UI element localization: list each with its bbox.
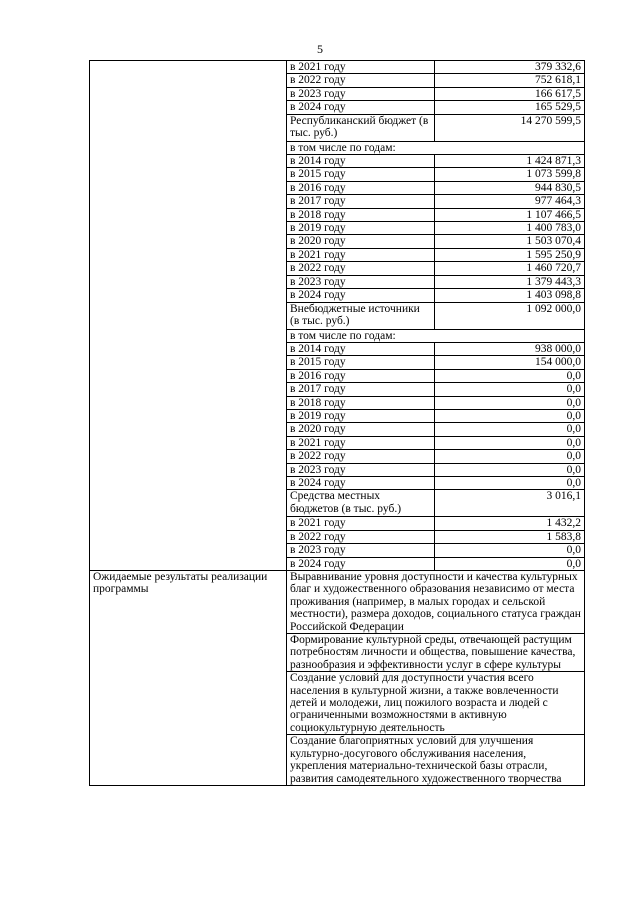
year-value-cell: 0,0	[435, 557, 585, 570]
year-label-cell: в 2024 году	[287, 289, 435, 302]
year-value-cell: 0,0	[435, 423, 585, 436]
table-row	[90, 571, 585, 634]
year-value-cell: 0,0	[435, 476, 585, 489]
year-value-cell: 166 617,5	[435, 87, 585, 100]
year-value-cell: 0,0	[435, 409, 585, 422]
year-label-cell: в 2022 году	[287, 530, 435, 543]
year-label-cell: в 2024 году	[287, 557, 435, 570]
financing-table	[89, 60, 585, 786]
year-value-cell: 1 107 466,5	[435, 208, 585, 221]
left-blank-cell	[90, 61, 287, 571]
year-value-cell: 0,0	[435, 383, 585, 396]
page-number: 5	[317, 42, 323, 56]
year-value-cell: 0,0	[435, 463, 585, 476]
year-label-cell: в 2022 году	[287, 262, 435, 275]
year-value-cell: 0,0	[435, 369, 585, 382]
year-label-cell: в 2020 году	[287, 423, 435, 436]
year-value-cell: 752 618,1	[435, 74, 585, 87]
year-value-cell: 165 529,5	[435, 101, 585, 114]
expected-result-item: Выравнивание уровня доступности и качества культурных благ и художественного образования независимо от места проживания (например, в малых городах и сельской местности), размера доходов, социального статуса граждан Российской Федерации	[287, 571, 585, 634]
year-value-cell: 1 403 098,8	[435, 289, 585, 302]
year-value-cell: 977 464,3	[435, 195, 585, 208]
year-label-cell: в 2021 году	[287, 436, 435, 449]
year-value-cell: 1 073 599,8	[435, 168, 585, 181]
source-total-cell: 3 016,1	[435, 490, 585, 517]
year-label-cell: в 2017 году	[287, 195, 435, 208]
year-value-cell: 1 460 720,7	[435, 262, 585, 275]
year-value-cell: 1 400 783,0	[435, 222, 585, 235]
year-label-cell: в 2022 году	[287, 74, 435, 87]
source-label-cell: Внебюджетные источники (в тыс. руб.)	[287, 302, 435, 329]
year-value-cell: 154 000,0	[435, 356, 585, 369]
year-value-cell: 0,0	[435, 544, 585, 557]
year-label-cell: в 2017 году	[287, 383, 435, 396]
year-value-cell: 379 332,6	[435, 61, 585, 74]
year-label-cell: в 2018 году	[287, 396, 435, 409]
year-value-cell: 0,0	[435, 450, 585, 463]
year-label-cell: в 2024 году	[287, 476, 435, 489]
source-total-cell: 1 092 000,0	[435, 302, 585, 329]
year-label-cell: в 2016 году	[287, 369, 435, 382]
year-label-cell: в 2021 году	[287, 248, 435, 261]
year-value-cell: 0,0	[435, 436, 585, 449]
year-label-cell: в 2022 году	[287, 450, 435, 463]
table-row	[90, 61, 585, 74]
year-value-cell: 1 424 871,3	[435, 155, 585, 168]
year-label-cell: в 2020 году	[287, 235, 435, 248]
year-value-cell: 944 830,5	[435, 181, 585, 194]
year-label-cell: в 2015 году	[287, 168, 435, 181]
year-label-cell: в 2014 году	[287, 155, 435, 168]
year-value-cell: 1 503 070,4	[435, 235, 585, 248]
year-label-cell: в 2024 году	[287, 101, 435, 114]
year-label-cell: в 2019 году	[287, 409, 435, 422]
source-label-cell: Средства местных бюджетов (в тыс. руб.)	[287, 490, 435, 517]
expected-results-label: Ожидаемые результаты реализации программы	[90, 571, 287, 786]
expected-result-item: Формирование культурной среды, отвечающей растущим потребностям личности и общества, повышение качества, разнообразия и эффективности услуг в сфере культуры	[287, 634, 585, 672]
year-label-cell: в 2023 году	[287, 87, 435, 100]
year-value-cell: 1 379 443,3	[435, 275, 585, 288]
year-label-cell: в 2015 году	[287, 356, 435, 369]
source-label-cell: Республиканский бюджет (в тыс. руб.)	[287, 114, 435, 141]
year-label-cell: в 2021 году	[287, 517, 435, 530]
year-label-cell: в 2023 году	[287, 275, 435, 288]
year-label-cell: в 2016 году	[287, 181, 435, 194]
source-total-cell: 14 270 599,5	[435, 114, 585, 141]
year-label-cell: в 2021 году	[287, 61, 435, 74]
year-label-cell: в 2014 году	[287, 342, 435, 355]
expected-result-item: Создание условий для доступности участия всего населения в культурной жизни, а также вовлеченности детей и молодежи, лиц пожилого возраста и людей с ограниченными возможностями в активную социокультурную деятельность	[287, 672, 585, 735]
year-label-cell: в 2019 году	[287, 222, 435, 235]
sub-heading-cell: в том числе по годам:	[287, 329, 585, 342]
year-value-cell: 0,0	[435, 396, 585, 409]
sub-heading-cell: в том числе по годам:	[287, 141, 585, 154]
year-label-cell: в 2018 году	[287, 208, 435, 221]
year-label-cell: в 2023 году	[287, 463, 435, 476]
year-value-cell: 1 583,8	[435, 530, 585, 543]
year-label-cell: в 2023 году	[287, 544, 435, 557]
year-value-cell: 1 595 250,9	[435, 248, 585, 261]
expected-result-item: Создание благоприятных условий для улучшения культурно-досугового обслуживания населения, укрепления материально-технической базы отрасли, развития самодеятельного художественного творчества	[287, 735, 585, 786]
year-value-cell: 1 432,2	[435, 517, 585, 530]
year-value-cell: 938 000,0	[435, 342, 585, 355]
